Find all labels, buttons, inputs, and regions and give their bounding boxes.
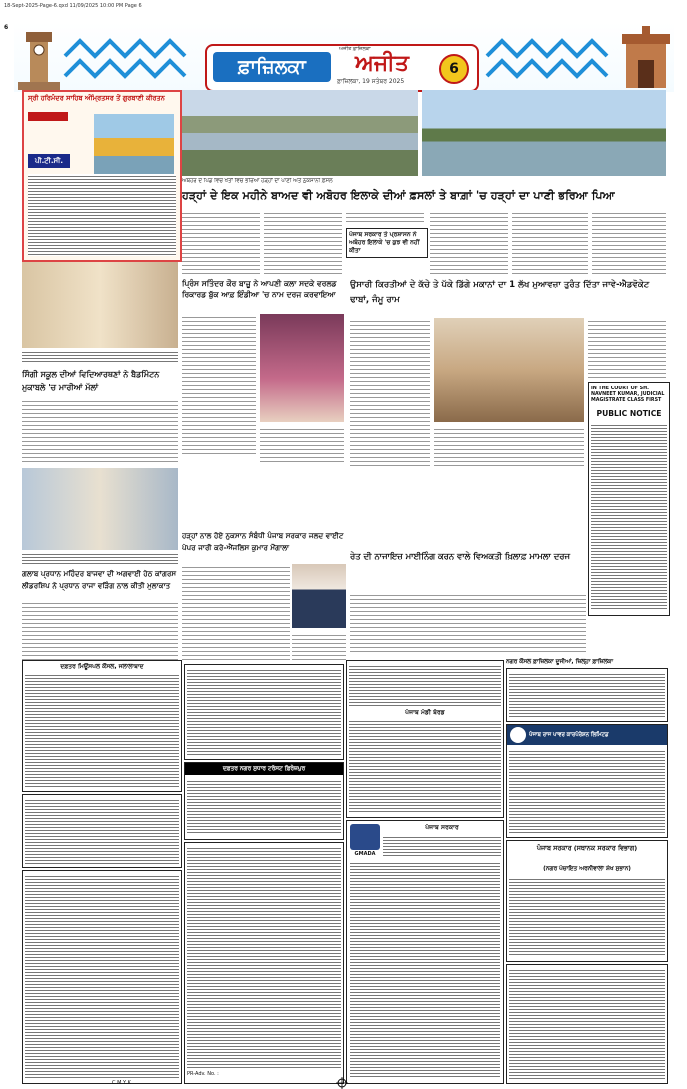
whitepaper-portrait-photo xyxy=(292,564,346,628)
whitepaper-body-a xyxy=(182,564,290,660)
mining-body xyxy=(350,592,586,652)
labour-headline: ਉਸਾਰੀ ਕਿਰਤੀਆਂ ਦੇ ਕੱਚੇ ਤੇ ਪੱਕੇ ਡਿੱਗੇ ਮਕਾਨਾਂ ਦਾ 1 ਲੱਖ ਮੁਆਵਜ਼ਾ ਤੁਰੰਤ ਦਿੱਤਾ ਜਾਵੇ-ਐਡਵੋਕੇਟ ਢਾਬਾਂ, ਜੰਮੂ ਰਾਮ xyxy=(350,280,650,305)
ad-local-govt-sub: (ਨਗਰ ਪੰਚਾਇਤ ਅਰਨੀਵਾਲਾ ਸ਼ੇਖ ਸੁਭਾਨ) xyxy=(543,866,631,872)
ad-gmada-title: ਪੰਜਾਬ ਸਰਕਾਰ xyxy=(425,824,459,831)
public-notice xyxy=(588,382,670,616)
ad-nagar-council-body xyxy=(25,673,179,787)
ad-nagar-council-title: ਦਫ਼ਤਰ ਮਿਊਂਸਪਲ ਕੌਂਸਲ, ਜਲਾਲਾਬਾਦ xyxy=(60,663,144,670)
whitepaper-headline: ਹੜ੍ਹਾਂ ਨਾਲ ਹੋਏ ਨੁਕਸਾਨ ਸੰਬੰਧੀ ਪੰਜਾਬ ਸਰਕਾਰ ਜਲਦ ਵਾਈਟ ਪੇਪਰ ਜਾਰੀ ਕਰੇ-ਐਂਜਲਿਸ ਕੁਮਾਰ ਮੌਂਗਾਲਾ xyxy=(182,531,344,552)
record-body-a xyxy=(182,314,256,454)
flood-photo-1 xyxy=(182,90,418,176)
ptc-badge-text: ਪੀ.ਟੀ.ਸੀ. xyxy=(35,157,63,165)
gate-monument-icon xyxy=(618,24,674,92)
ad-power-corp xyxy=(506,724,668,838)
masthead-date: ਫ਼ਾਜ਼ਿਲਕਾ, 19 ਸਤੰਬਰ 2025 xyxy=(337,78,405,85)
labour-body-a xyxy=(350,318,430,466)
labour-body-c xyxy=(588,318,666,378)
sub-headline: ਪੰਜਾਬ ਸਰਕਾਰ ਤੇ ਪ੍ਰਸ਼ਾਸਨ ਨੇ ਅਬੋਹਰ ਇਲਾਕੇ 'ਚ ਕੁਝ ਵੀ ਨਹੀਂ ਕੀਤਾ xyxy=(349,231,420,254)
record-portrait-photo xyxy=(260,314,344,422)
flood-photo-2 xyxy=(422,90,666,176)
ad-nagar-council xyxy=(22,660,182,792)
lead-body-col1 xyxy=(182,210,260,274)
gurbani-ad-text xyxy=(28,174,176,256)
page-number-left: 6 xyxy=(4,24,9,31)
lead-body-col3 xyxy=(346,210,424,224)
ad-power-corp-title: ਪੰਜਾਬ ਰਾਜ ਪਾਵਰ ਕਾਰਪੋਰੇਸ਼ਨ ਲਿਮਿਟਡ xyxy=(529,732,609,738)
school-body xyxy=(22,398,178,464)
whitepaper-body-b xyxy=(292,632,346,660)
ad-nagar-kaunsil-right-body xyxy=(509,672,665,718)
school-headline: ਸਿੰਗੀ ਸਕੂਲ ਦੀਆਂ ਵਿਦਿਆਰਥਣਾਂ ਨੇ ਬੈਡਮਿੰਟਨ ਮੁਕਾਬਲੇ 'ਚ ਮਾਰੀਆਂ ਮੱਲਾਂ xyxy=(22,370,160,392)
masthead-pattern-right xyxy=(482,26,612,88)
ad-right-bottom-body xyxy=(509,968,665,1080)
ad-gmada-sub xyxy=(383,835,501,857)
ad-center-bottom xyxy=(184,842,344,1084)
record-body-b xyxy=(260,426,344,464)
print-line: 18-Sept-2025-Page-6.qxd 11/09/2025 10:00 PM Page 6 xyxy=(4,3,142,9)
ad-punjab-mandi xyxy=(346,660,504,818)
ad-power-corp-body xyxy=(509,749,665,833)
ad-left-bottom-body xyxy=(25,874,179,1080)
lead-body-col6 xyxy=(592,210,666,274)
labour-body-b xyxy=(434,426,584,466)
ad-gmada-body xyxy=(350,861,500,1079)
ad-nagar-sudhar-body xyxy=(187,779,341,835)
congress-caption xyxy=(22,552,178,566)
ad-local-govt-title: ਪੰਜਾਬ ਸਰਕਾਰ (ਸਥਾਨਕ ਸਰਕਾਰ ਵਿਭਾਗ) xyxy=(536,844,638,852)
masthead-left-word: ਫ਼ਾਜ਼ਿਲਕਾ xyxy=(213,52,331,82)
mining-headline: ਰੇਤ ਦੀ ਨਾਜਾਇਜ਼ ਮਾਈਨਿੰਗ ਕਰਨ ਵਾਲੇ ਵਿਅਕਤੀ ਖ਼ਿਲਾਫ਼ ਮਾਮਲਾ ਦਰਜ xyxy=(350,551,570,561)
lead-body-col4 xyxy=(430,210,508,274)
congress-photo xyxy=(22,468,178,550)
power-corp-logo-icon xyxy=(510,727,526,743)
lead-headline: ਹੜ੍ਹਾਂ ਦੇ ਇਕ ਮਹੀਨੇ ਬਾਅਦ ਵੀ ਅਬੋਹਰ ਇਲਾਕੇ ਦੀਆਂ ਫ਼ਸਲਾਂ ਤੇ ਬਾਗ਼ਾਂ 'ਚ ਹੜ੍ਹਾਂ ਦਾ ਪਾਣੀ ਭਰਿਆ ਪਿਆ xyxy=(182,189,615,202)
lead-body-col2 xyxy=(264,210,342,274)
lead-caption: ਅਬੋਹਰ ਦੇ ਪਿੰਡ ਵਿਚ ਖੇਤਾਂ ਵਿਚ ਭਰਿਆ ਹੜ੍ਹਾਂ ਦਾ ਪਾਣੀ ਅਤੇ ਨੁਕਸਾਨੀ ਫ਼ਸਲ xyxy=(182,178,333,184)
clock-tower-icon xyxy=(16,24,62,92)
masthead-edition-tag: ਅਜੀਤ ਫ਼ਾਜ਼ਿਲਕਾ xyxy=(339,46,371,52)
ad-mandi-board-top-body xyxy=(187,668,341,756)
masthead-right-word: ਅਜੀਤ xyxy=(355,51,409,76)
ad-nagar-sudhar xyxy=(184,762,344,840)
ad-gmada xyxy=(346,820,504,1084)
registration-mark-icon xyxy=(336,1077,348,1089)
public-notice-title: PUBLIC NOTICE xyxy=(596,409,662,418)
ad-punjab-mandi-body xyxy=(349,719,501,813)
ad-left-bottom xyxy=(22,870,182,1084)
congress-headline: ਗਲਾਬ ਪ੍ਰਧਾਨ ਮਹਿੰਦਰ ਬਾਜਵਾ ਦੀ ਅਗਵਾਈ ਹੇਠ ਕਾਂਗਰਸ ਲੀਡਰਸ਼ਿਪ ਨੇ ਪ੍ਰਧਾਨ ਰਾਜਾ ਵੜਿੰਗ ਨਾਲ ਕੀਤੀ ਮੁਲਾਕਾਤ xyxy=(22,569,177,590)
ad-nagar-kaunsil-right xyxy=(506,668,668,722)
school-caption xyxy=(22,350,178,364)
lead-body-col5 xyxy=(512,210,588,274)
golden-temple-photo xyxy=(94,114,174,174)
gurbani-ad xyxy=(22,90,182,262)
ad-nagar-sudhar-title: ਦਫ਼ਤਰ ਨਗਰ ਸੁਧਾਰ ਟਰੱਸਟ ਫ਼ਿਰੋਜ਼ਪੁਰ xyxy=(222,766,306,772)
public-notice-court: IN THE COURT OF SH. NAVNEET KUMAR, JUDICIAL MAGISTRATE CLASS FIRST xyxy=(591,386,665,403)
masthead-logo xyxy=(205,44,479,92)
ad-right-bottom xyxy=(506,964,668,1084)
ad-nagar-kaunsil-right-title: ਨਗਰ ਕੌਂਸਲ ਫ਼ਾਜ਼ਿਲਕਾ ਦੂਜੀਆਂ, ਜ਼ਿਲ੍ਹਾ ਫ਼ਾਜ਼ਿਲਕਾ xyxy=(506,659,614,665)
ad-left-mid xyxy=(22,794,182,868)
ad-center-pr-label: PR-Adv. No. : xyxy=(187,1071,219,1077)
ad-local-govt xyxy=(506,840,668,962)
masthead-pattern xyxy=(60,26,200,88)
sub-headline-box xyxy=(346,228,428,258)
gmada-logo-icon xyxy=(350,824,380,850)
labour-group-photo xyxy=(434,318,584,422)
ad-left-mid-body xyxy=(25,798,179,864)
ad-local-govt-body xyxy=(509,877,665,957)
gurbani-ad-title: ਸ੍ਰੀ ਹਰਿਮੰਦਰ ਸਾਹਿਬ ਅੰਮ੍ਰਿਤਸਰ ਤੋਂ ਗੁਰਬਾਣੀ ਕੀਰਤਨ xyxy=(28,94,165,102)
record-headline: ਪ੍ਰਿੰਸ ਸਤਿੰਦਰ ਕੌਰ ਬਾਜ਼ੂ ਨੇ ਆਪਣੀ ਕਲਾ ਸਦਕੇ ਵਰਲਡ ਰਿਕਾਰਡ ਬੁੱਕ ਆਫ਼ ਇੰਡੀਆ 'ਚ ਨਾਮ ਦਰਜ ਕਰਵਾਇਆ xyxy=(182,279,337,299)
ad-center-bottom-body xyxy=(187,846,341,1068)
school-students-photo xyxy=(22,262,178,348)
ad-punjab-mandi-title: ਪੰਜਾਬ ਮੰਡੀ ਬੋਰਡ xyxy=(405,709,445,716)
ad-mandi-board-top xyxy=(184,664,344,760)
ad-punjab-mandi-body-top xyxy=(349,664,501,706)
masthead-page-number: 6 xyxy=(449,61,459,77)
footer-colors: C M Y K xyxy=(112,1080,131,1086)
gmada-logo-text: GMADA xyxy=(354,851,376,857)
public-notice-body xyxy=(591,423,667,609)
gurbani-ad-tag xyxy=(28,112,68,121)
